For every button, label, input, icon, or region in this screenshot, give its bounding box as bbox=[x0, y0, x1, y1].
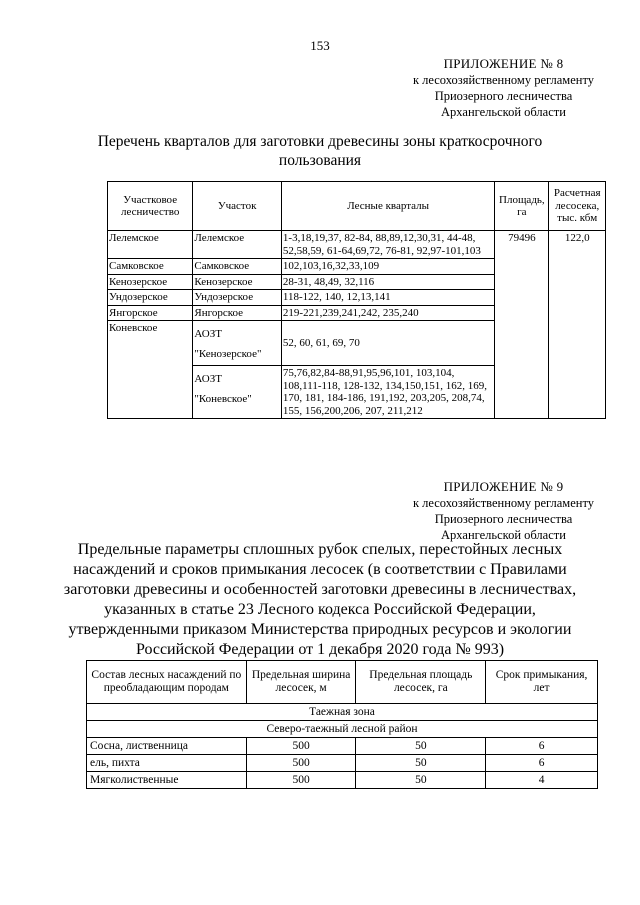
area-cell: 50 bbox=[356, 755, 486, 772]
term-cell: 4 bbox=[486, 772, 598, 789]
cutting-parameters-table bbox=[86, 660, 598, 789]
appendix-line: Архангельской области bbox=[441, 528, 566, 542]
column-header: Участковое лесничество bbox=[108, 182, 193, 231]
column-header: Состав лесных насаждений по преобладающим породам bbox=[87, 661, 247, 704]
species-cell: Мягколиственные bbox=[87, 772, 247, 789]
forestry-cell: Лелемское bbox=[108, 231, 193, 259]
table-header-row bbox=[87, 661, 598, 704]
section-line: "Кенозерское" bbox=[194, 348, 262, 360]
forestry-cell: Янгорское bbox=[108, 305, 193, 321]
area-cell: 79496 bbox=[495, 231, 549, 419]
quarters-table bbox=[107, 181, 606, 419]
section-line: "Коневское" bbox=[194, 393, 252, 405]
table-row bbox=[87, 755, 598, 772]
heading-text: Перечень кварталов для заготовки древесины зоны краткосрочного пользования bbox=[97, 133, 543, 169]
section-cell bbox=[193, 366, 282, 419]
zone-cell: Таежная зона bbox=[87, 704, 598, 721]
species-cell: Сосна, лиственница bbox=[87, 738, 247, 755]
forestry-cell: Коневское bbox=[108, 321, 193, 419]
section-line: АОЗТ bbox=[194, 328, 222, 340]
column-header: Предельная ширина лесосек, м bbox=[246, 661, 356, 704]
quarters-cell: 1-3,18,19,37, 82-84, 88,89,12,30,31, 44-48, 52,58,59, 61-64,69,72, 76-81, 92,97-101,103 bbox=[281, 231, 494, 259]
term-cell: 6 bbox=[486, 738, 598, 755]
forestry-cell: Ундозерское bbox=[108, 290, 193, 306]
table-row bbox=[87, 772, 598, 789]
appendix-line: к лесохозяйственному регламенту bbox=[412, 73, 594, 87]
appendix-line: Приозерного лесничества bbox=[434, 89, 573, 103]
column-header: Предельная площадь лесосек, га bbox=[356, 661, 486, 704]
width-cell: 500 bbox=[246, 738, 356, 755]
quarters-cell: 28-31, 48,49, 32,116 bbox=[281, 274, 494, 290]
column-header: Расчетная лесосека, тыс. кбм bbox=[549, 182, 606, 231]
section-cell: Кенозерское bbox=[193, 274, 282, 290]
table-row bbox=[108, 231, 606, 259]
width-cell: 500 bbox=[246, 755, 356, 772]
appendix-line: Приозерного лесничества bbox=[434, 512, 573, 526]
region-cell: Северо-таежный лесной район bbox=[87, 721, 598, 738]
quarters-cell: 118-122, 140, 12,13,141 bbox=[281, 290, 494, 306]
region-row bbox=[87, 721, 598, 738]
width-cell: 500 bbox=[246, 772, 356, 789]
quarters-cell: 52, 60, 61, 69, 70 bbox=[281, 321, 494, 366]
appendix-title: ПРИЛОЖЕНИЕ № 8 bbox=[443, 56, 564, 71]
section-cell: Ундозерское bbox=[193, 290, 282, 306]
area-cell: 50 bbox=[356, 738, 486, 755]
cut-cell: 122,0 bbox=[549, 231, 606, 419]
column-header: Срок примыкания, лет bbox=[486, 661, 598, 704]
appendix-8-heading bbox=[0, 132, 640, 170]
appendix-8-header bbox=[413, 56, 594, 120]
section-cell: Лелемское bbox=[193, 231, 282, 259]
species-cell: ель, пихта bbox=[87, 755, 247, 772]
appendix-9-header bbox=[413, 479, 594, 543]
column-header: Площадь, га bbox=[495, 182, 549, 231]
appendix-line: Архангельской области bbox=[441, 105, 566, 119]
forestry-cell: Кенозерское bbox=[108, 274, 193, 290]
column-header: Лесные кварталы bbox=[281, 182, 494, 231]
appendix-line: к лесохозяйственному регламенту bbox=[412, 496, 594, 510]
quarters-cell: 219-221,239,241,242, 235,240 bbox=[281, 305, 494, 321]
heading-text: Предельные параметры сплошных рубок спелых, перестойных лесных насаждений и сроков примыкания лесосек (в соответствии с Правилами заготовки древесины и особенностей заготовки древесины в лесничествах, указанных в статье 23 Лесного кодекса Российской Федерации, утвержденными приказом Министерства природных ресурсов и экологии Российской Федерации от 1 декабря 2020 года № 993) bbox=[63, 541, 577, 658]
table-header-row bbox=[108, 182, 606, 231]
page-number: 153 bbox=[310, 38, 330, 53]
column-header: Участок bbox=[193, 182, 282, 231]
zone-row bbox=[87, 704, 598, 721]
section-cell: Янгорское bbox=[193, 305, 282, 321]
appendix-9-heading bbox=[0, 540, 640, 660]
table-row bbox=[87, 738, 598, 755]
forestry-cell: Самковское bbox=[108, 259, 193, 275]
quarters-cell: 102,103,16,32,33,109 bbox=[281, 259, 494, 275]
section-line: АОЗТ bbox=[194, 373, 222, 385]
area-cell: 50 bbox=[356, 772, 486, 789]
quarters-cell: 75,76,82,84-88,91,95,96,101, 103,104, 108,111-118, 128-132, 134,150,151, 162, 169, 170, 181, 184-186, 191,192, 203,205, 208,74, 155, 156,200,206, 207, 211,212 bbox=[281, 366, 494, 419]
appendix-title: ПРИЛОЖЕНИЕ № 9 bbox=[443, 479, 564, 494]
section-cell bbox=[193, 321, 282, 366]
term-cell: 6 bbox=[486, 755, 598, 772]
section-cell: Самковское bbox=[193, 259, 282, 275]
